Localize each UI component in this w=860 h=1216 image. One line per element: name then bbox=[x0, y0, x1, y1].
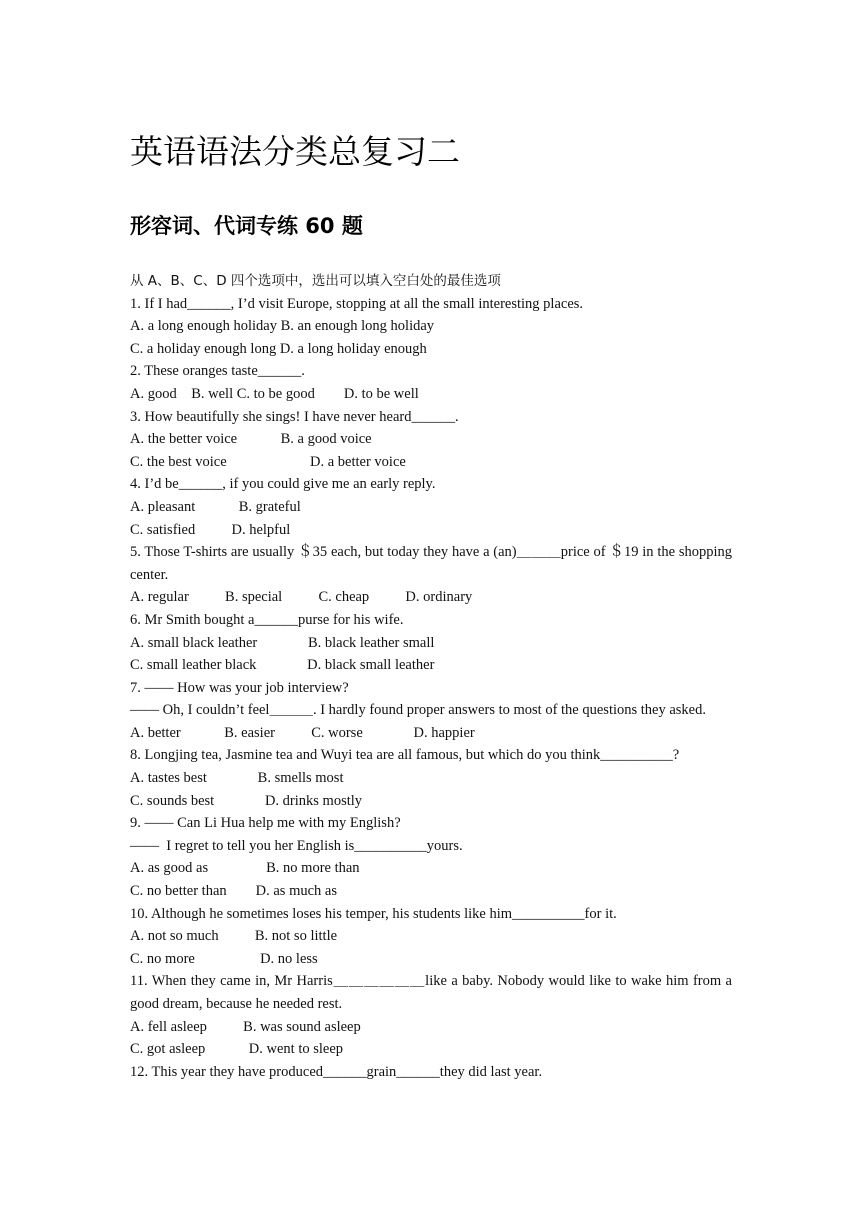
option-line: A. regular B. special C. cheap D. ordinary bbox=[130, 589, 473, 606]
question-paragraph: —— Oh, I couldn’t feel＿＿＿. I hardly found proper answers to most of the questions they asked. bbox=[130, 702, 706, 719]
option-line: A. not so much B. not so little bbox=[130, 928, 338, 945]
option-line: A. good B. well C. to be good D. to be well bbox=[130, 385, 419, 402]
option-line: A. the better voice B. a good voice bbox=[130, 431, 372, 448]
question-line: 10. Although he sometimes loses his temper, his students like him__________for it. bbox=[130, 905, 617, 922]
option-line: A. better B. easier C. worse D. happier bbox=[130, 724, 475, 741]
option-line: C. got asleep D. went to sleep bbox=[130, 1041, 344, 1058]
question-line: —— I regret to tell you her English is__________yours. bbox=[130, 837, 463, 854]
question-line: 7. —— How was your job interview? bbox=[130, 679, 349, 696]
question-line: 12. This year they have produced______grain______they did last year. bbox=[130, 1063, 543, 1080]
exercise-body bbox=[130, 270, 732, 1083]
option-line: C. small leather black D. black small leather bbox=[130, 657, 435, 674]
page-title: 英语语法分类总复习二 bbox=[130, 132, 460, 171]
question-line: 6. Mr Smith bought a______purse for his wife. bbox=[130, 611, 404, 628]
option-line: C. no more D. no less bbox=[130, 950, 318, 967]
option-line: C. no better than D. as much as bbox=[130, 883, 337, 900]
question-line: 9. —— Can Li Hua help me with my English? bbox=[130, 815, 401, 832]
question-paragraph: 5. Those T-shirts are usually ＄35 each, but today they have a (an)＿＿＿price of ＄19 in the shopping center. bbox=[130, 544, 732, 583]
option-line: A. small black leather B. black leather small bbox=[130, 634, 435, 651]
option-line: C. a holiday enough long D. a long holiday enough bbox=[130, 340, 427, 357]
question-line: 1. If I had______, I’d visit Europe, stopping at all the small interesting places. bbox=[130, 295, 584, 312]
question-line: 8. Longjing tea, Jasmine tea and Wuyi tea are all famous, but which do you think__________? bbox=[130, 747, 680, 764]
option-line: A. fell asleep B. was sound asleep bbox=[130, 1018, 361, 1035]
question-line: 4. I’d be______, if you could give me an early reply. bbox=[130, 476, 436, 493]
option-line: A. a long enough holiday B. an enough long holiday bbox=[130, 318, 435, 335]
instruction-text: 从 A、B、C、D 四个选项中，选出可以填入空白处的最佳选项 bbox=[130, 273, 501, 289]
question-line: 2. These oranges taste______. bbox=[130, 363, 305, 380]
page-subtitle: 形容词、代词专练 60 题 bbox=[130, 214, 363, 238]
option-line: A. pleasant B. grateful bbox=[130, 498, 301, 515]
option-line: A. as good as B. no more than bbox=[130, 860, 360, 877]
question-paragraph: 11. When they came in, Mr Harris＿＿＿＿＿＿like a baby. Nobody would like to wake him from a good dream, because he needed rest. bbox=[130, 973, 732, 1012]
option-line: C. the best voice D. a better voice bbox=[130, 453, 406, 470]
option-line: C. sounds best D. drinks mostly bbox=[130, 792, 363, 809]
option-line: A. tastes best B. smells most bbox=[130, 770, 344, 787]
question-line: 3. How beautifully she sings! I have never heard______. bbox=[130, 408, 459, 425]
option-line: C. satisfied D. helpful bbox=[130, 521, 291, 538]
